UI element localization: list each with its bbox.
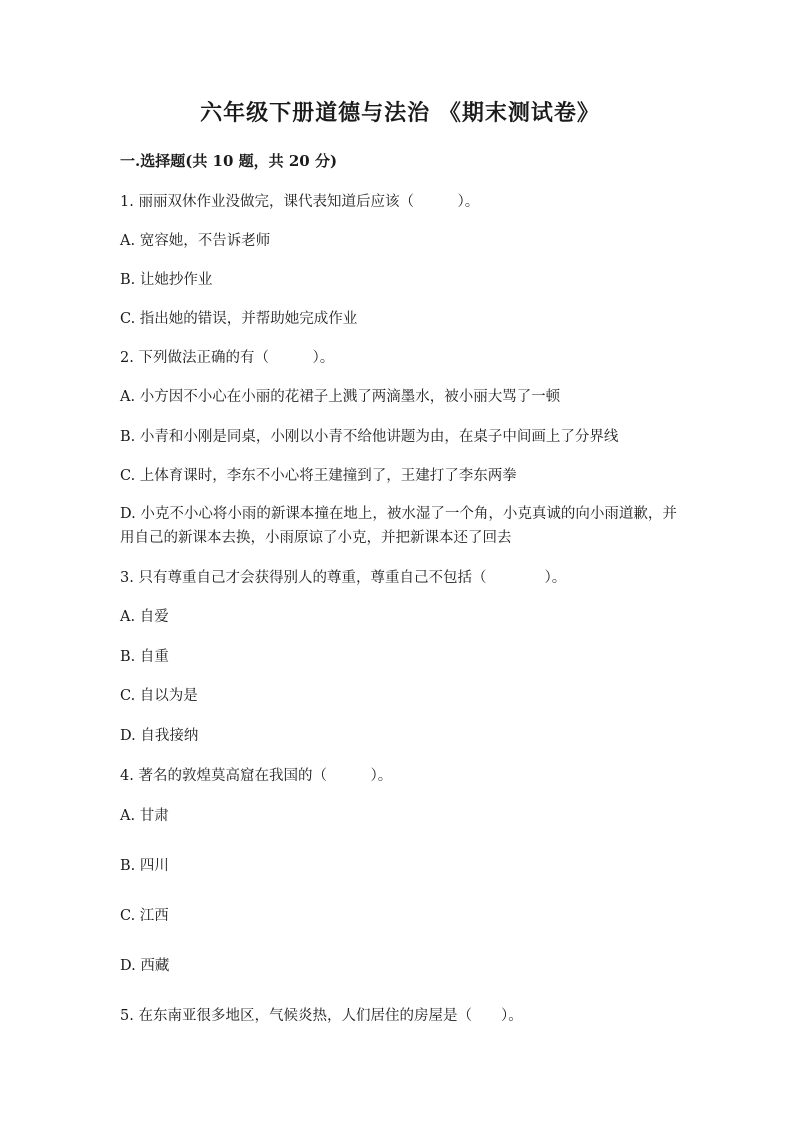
question-5-stem: 5. 在东南亚很多地区，气候炎热，人们居住的房屋是（ ）。 xyxy=(120,1008,523,1024)
section-heading: 一.选择题(共 10 题，共 20 分) xyxy=(120,152,338,170)
question-4-option-b: B. 四川 xyxy=(120,858,169,874)
question-4-option-c: C. 江西 xyxy=(120,908,169,924)
question-2-option-b: B. 小青和小刚是同桌，小刚以小青不给他讲题为由，在桌子中间画上了分界线 xyxy=(120,429,619,445)
question-3-option-d: D. 自我接纳 xyxy=(120,728,199,744)
question-2-option-a: A. 小方因不小心在小丽的花裙子上溅了两滴墨水，被小丽大骂了一顿 xyxy=(120,389,561,405)
question-4-stem: 4. 著名的敦煌莫高窟在我国的（ ）。 xyxy=(120,768,393,784)
question-2-option-c: C. 上体育课时，李东不小心将王建撞到了，王建打了李东两拳 xyxy=(120,468,517,484)
question-2-stem: 2. 下列做法正确的有（ ）。 xyxy=(120,350,335,366)
question-3-option-c: C. 自以为是 xyxy=(120,688,198,704)
question-1-option-a: A. 宽容她，不告诉老师 xyxy=(120,233,271,249)
question-3-stem: 3. 只有尊重自己才会获得别人的尊重，尊重自己不包括（ ）。 xyxy=(120,570,567,586)
question-4-option-d: D. 西藏 xyxy=(120,958,170,974)
question-1-option-c: C. 指出她的错误，并帮助她完成作业 xyxy=(120,311,358,327)
question-1-stem: 1. 丽丽双休作业没做完，课代表知道后应该（ ）。 xyxy=(120,194,480,210)
question-2-option-d: D. 小克不小心将小雨的新课本撞在地上，被水湿了一个角，小克真诚的向小雨道歉，并用自己的新课本去换，小雨原谅了小克，并把新课本还了回去 xyxy=(120,506,677,546)
page-title: 六年级下册道德与法治 《期末测试卷》 xyxy=(200,100,600,126)
question-4-option-a: A. 甘肃 xyxy=(120,808,169,824)
question-3-option-b: B. 自重 xyxy=(120,649,169,665)
question-3-option-a: A. 自爱 xyxy=(120,609,169,625)
question-1-option-b: B. 让她抄作业 xyxy=(120,272,213,288)
